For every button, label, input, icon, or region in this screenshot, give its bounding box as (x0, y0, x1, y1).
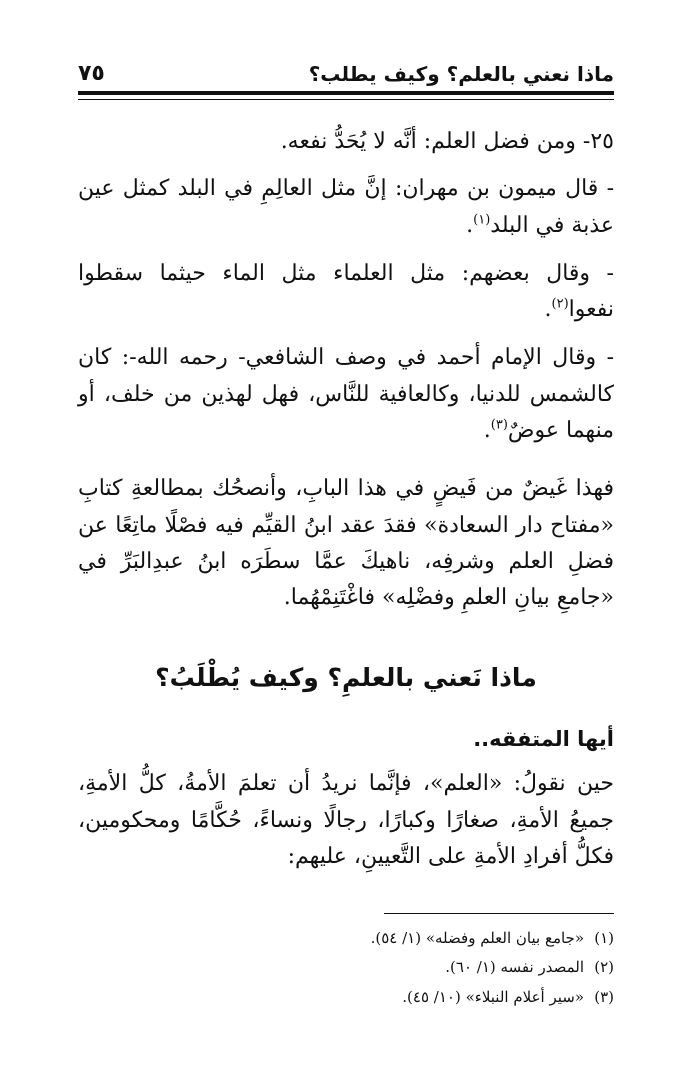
item-25-paragraph: ٢٥- ومن فضل العلم: أنَّه لا يُحَدُّ نفعه. (280, 129, 614, 154)
footnote-number: (١) (594, 929, 614, 947)
quote-text: - وقال بعضهم: مثل العلماء مثل الماء حيثما سقطوا نفعوا (78, 260, 614, 323)
footnote-2 (78, 953, 614, 982)
quote-end: . (544, 297, 552, 323)
quote-end: . (466, 212, 474, 238)
conclusion-paragraph: فهذا غَيضٌ من فَيضٍ في هذا البابِ، وأنصحُك بمطالعةِ كتابِ «مفتاح دار السعادة» فقدَ عقد ابنُ القيِّم فيه فصْلًا ماتِعًا عن فضلِ العلم وشرفِه، ناهيكَ عمَّا سطَرَه ابنُ عبدِالبَرِّ في «جامعِ بيانِ العلمِ وفضْلِه» فاغْتَنِمْهُما. (78, 476, 614, 611)
quote-maymun-ibn-mihran (78, 171, 614, 244)
header-rule-thin (78, 99, 614, 100)
sub-heading: أيها المتفقه.. (473, 726, 614, 751)
running-title: ماذا نعني بالعلم؟ وكيف يطلب؟ (308, 62, 614, 86)
page-header (78, 50, 614, 86)
footnote-number: (٣) (594, 987, 614, 1006)
footnote-3 (78, 983, 614, 1012)
quote-text: - قال ميمون بن مهران: إنَّ مثل العالِمِ في البلد كمثل عين عذبة في البلد (78, 176, 614, 238)
footnote-text: «سير أعلام النبلاء» (١٠/ ٤٥). (402, 987, 584, 1006)
footnote-text: المصدر نفسه (١/ ٦٠). (445, 958, 584, 977)
quote-end: . (483, 418, 491, 444)
header-rule-thick (78, 91, 614, 95)
footnote-text: «جامع بيان العلم وفضله» (١/ ٥٤). (370, 929, 584, 947)
footnote-ref-3: (٣) (490, 417, 508, 433)
footnote-rule (384, 913, 614, 914)
quote-imam-ahmad (78, 340, 614, 449)
section-paragraph: حين نقولُ: «العلم»، فإنَّما نريدُ أن تعلمَ الأمةُ، كلُّ الأمةِ، جميعُ الأمةِ، صغارًا وكبارًا، رجالًا ونساءً، حُكَّامًا ومحكومين، فكلُّ أفرادِ الأمةِ على التَّعيينِ، عليهم: (78, 771, 614, 870)
footnote-number: (٢) (594, 958, 614, 977)
page-number: ٧٥ (78, 61, 105, 86)
quote-some-scholars (78, 256, 614, 329)
footnote-ref-1: (١) (473, 212, 491, 228)
footnote-ref-2: (٢) (551, 296, 569, 312)
section-title: ماذا نَعني بالعلمِ؟ وكيف يُطْلَبُ؟ (155, 662, 537, 692)
page-body (78, 124, 614, 886)
footnotes (78, 924, 614, 1012)
quote-text: - وقال الإمام أحمد في وصف الشافعي- رحمه الله-: كان كالشمس للدنيا، وكالعافية للنَّاس، فهل لهذين من خلف، أو منهما عوضٌ (78, 345, 614, 444)
footnote-1 (78, 924, 614, 953)
